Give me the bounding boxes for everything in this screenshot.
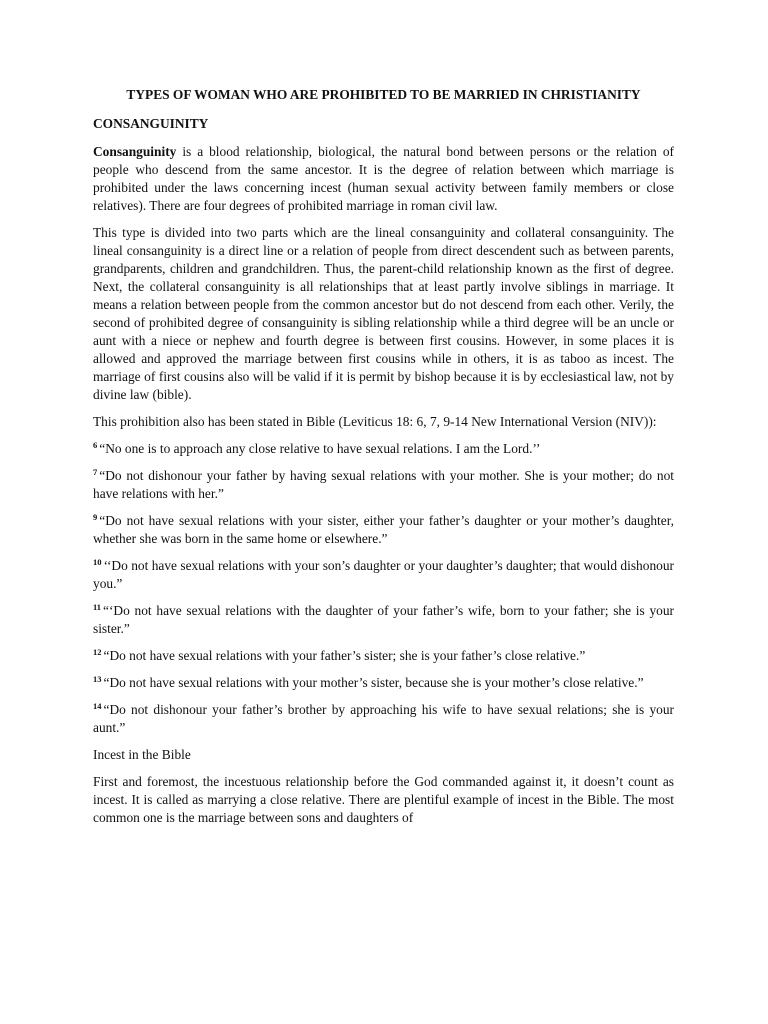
verse-11 — [93, 602, 674, 638]
verse-7 — [93, 467, 674, 503]
verse-text: “‘Do not have sexual relations with the daughter of your father’s wife, born to your father; she is your sister.” — [93, 603, 674, 636]
verse-text: “Do not have sexual relations with your mother’s sister, because she is your mother’s close relative.” — [103, 675, 644, 690]
verse-number: 11 — [93, 602, 102, 612]
intro-paragraph — [93, 143, 674, 215]
verse-10 — [93, 557, 674, 593]
verse-text: “No one is to approach any close relative to have sexual relations. I am the Lord.’’ — [99, 441, 541, 456]
verse-number: 9 — [93, 512, 98, 522]
verse-number: 10 — [93, 557, 102, 567]
verse-13 — [93, 674, 674, 692]
verse-number: 12 — [93, 647, 102, 657]
verse-text: “Do not have sexual relations with your sister, either your father’s daughter or your mother’s daughter, whether she was born in the same home or elsewhere.” — [93, 513, 674, 546]
body-paragraph-2: This type is divided into two parts which are the lineal consanguinity and collateral consanguinity. The lineal consanguinity is a direct line or a relation of people from direct descendent such as between parents, grandparents, children and grandchildren. Thus, the parent-child relationship known as the first of degree. Next, the collateral consanguinity is all relationships that at least partly involve siblings in marriage. It means a relation between people from the common ancestor but do not descend from each other. Verily, the second of prohibited degree of consanguinity is sibling relationship while a third degree will be an uncle or aunt with a niece or nephew and fourth degree is between first cousins. However, in some places it is allowed and approved the marriage between first cousins while in others, it is as taboo as incest. The marriage of first cousins also will be valid if it is permit by bishop because it is by ecclesiastical law, not by divine law (bible). — [93, 225, 674, 402]
verse-number: 14 — [93, 701, 102, 711]
verse-6 — [93, 440, 674, 458]
intro-text: is a blood relationship, biological, the natural bond between persons or the relation of people who descend from the same ancestor. It is the degree of relation between which marriage is prohibited under the laws concerning incest (human sexual activity between family members or close relatives). There are four degrees of prohibited marriage in roman civil law. — [93, 144, 674, 213]
intro-term: Consanguinity — [93, 144, 177, 159]
verse-text: ‘‘Do not have sexual relations with your son’s daughter or your daughter’s daughter; that would dishonour you.” — [93, 558, 674, 591]
verse-text: “Do not dishonour your father’s brother by approaching his wife to have sexual relations; she is your aunt.” — [93, 702, 674, 735]
verse-12 — [93, 647, 674, 665]
body-paragraph-3: This prohibition also has been stated in Bible (Leviticus 18: 6, 7, 9-14 New International Version (NIV)): — [93, 414, 657, 429]
verse-9 — [93, 512, 674, 548]
document-page — [93, 86, 674, 836]
verse-number: 13 — [93, 674, 102, 684]
verse-text: “Do not dishonour your father by having sexual relations with your mother. She is your mother; do not have relations with her.” — [93, 468, 674, 501]
section-heading: CONSANGUINITY — [93, 116, 209, 131]
verse-number: 6 — [93, 440, 98, 450]
subheading-incest: Incest in the Bible — [93, 747, 191, 762]
verse-text: “Do not have sexual relations with your father’s sister; she is your father’s close relative.” — [103, 648, 586, 663]
document-title: TYPES OF WOMAN WHO ARE PROHIBITED TO BE MARRIED IN CHRISTIANITY — [126, 87, 641, 102]
body-paragraph-4: First and foremost, the incestuous relationship before the God commanded against it, it doesn’t count as incest. It is called as marrying a close relative. There are plentiful example of incest in the Bible. The most common one is the marriage between sons and daughters of — [93, 774, 674, 825]
verse-number: 7 — [93, 467, 98, 477]
verse-14 — [93, 701, 674, 737]
